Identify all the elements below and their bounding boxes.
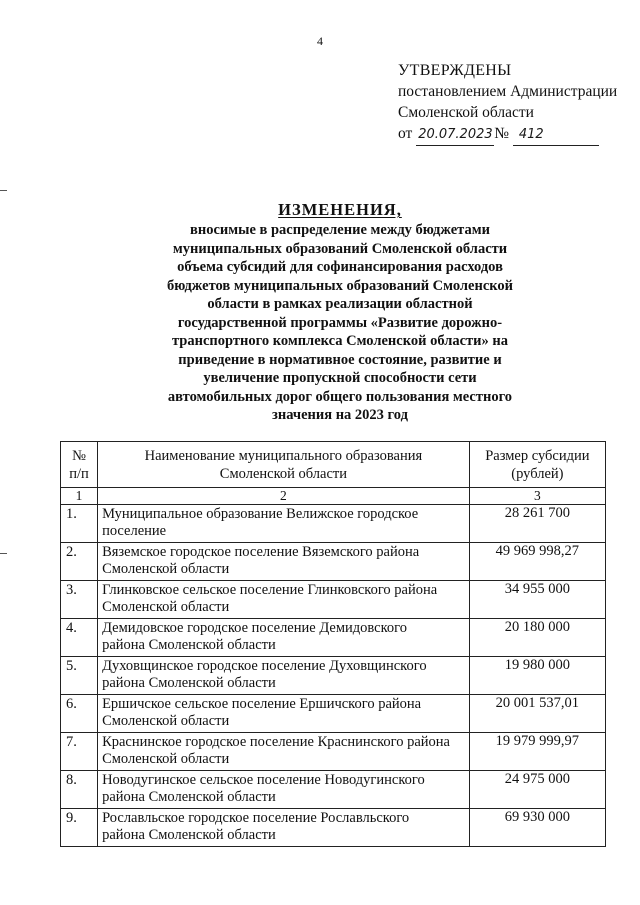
column-index-row	[61, 488, 606, 505]
header-amount-line: Размер субсидии	[485, 448, 590, 464]
number-prefix: №	[494, 125, 509, 142]
heading-subtitle-line: области в рамках реализации областной	[207, 296, 473, 312]
column-index: 3	[469, 488, 605, 505]
table-row	[61, 543, 606, 581]
row-number: 1.	[61, 505, 98, 543]
municipality-name	[98, 695, 470, 733]
municipality-name-line: района Смоленской области	[102, 637, 276, 653]
approval-line: постановлением Администрации	[398, 83, 618, 100]
municipality-name-line: Новодугинское сельское поселение Новодугинского	[102, 772, 425, 788]
subsidy-amount: 49 969 998,27	[469, 543, 605, 581]
heading-subtitle-line: вносимые в распределение между бюджетами	[190, 222, 490, 238]
row-number: 4.	[61, 619, 98, 657]
municipality-name-line: поселение	[102, 523, 167, 539]
heading-title: ИЗМЕНЕНИЯ,	[278, 200, 402, 219]
date-prefix: от	[398, 125, 413, 142]
column-index: 2	[98, 488, 470, 505]
header-amount	[469, 442, 605, 488]
header-num	[61, 442, 98, 488]
header-name-line: Смоленской области	[219, 466, 347, 482]
table-row	[61, 505, 606, 543]
heading-subtitle-line: муниципальных образований Смоленской области	[172, 240, 508, 257]
table-row	[61, 619, 606, 657]
page-number: 4	[317, 34, 323, 48]
margin-mark	[0, 553, 7, 554]
table-row	[61, 695, 606, 733]
municipality-name	[98, 581, 470, 619]
row-number: 8.	[61, 771, 98, 809]
subsidy-amount: 20 180 000	[469, 619, 605, 657]
row-number: 5.	[61, 657, 98, 695]
margin-mark	[0, 190, 7, 191]
municipality-name-line: Муниципальное образование Велижское городское	[102, 506, 419, 522]
municipality-name-line: Демидовское городское поселение Демидовского	[102, 620, 407, 636]
subsidy-amount: 69 930 000	[469, 809, 605, 847]
heading-subtitle	[150, 221, 530, 425]
municipality-name-line: района Смоленской области	[102, 827, 276, 843]
header-num-line: №	[72, 448, 86, 464]
subsidy-amount: 19 979 999,97	[469, 733, 605, 771]
municipality-name	[98, 809, 470, 847]
municipality-name-line: Духовщинское городское поселение Духовщинского	[102, 658, 427, 674]
heading-subtitle-line: государственной программы «Развитие дорожно-	[177, 314, 503, 331]
municipality-name-line: Краснинское городское поселение Краснинского района	[102, 734, 450, 750]
municipality-name-line: Глинковское сельское поселение Глинковского района	[102, 582, 438, 598]
municipality-name-line: Смоленской области	[102, 713, 230, 729]
document-heading	[150, 199, 530, 425]
heading-subtitle-line: увеличение пропускной способности сети	[203, 370, 477, 386]
table-header-row	[61, 442, 606, 488]
approval-date-line	[398, 123, 633, 146]
header-name-line: Наименование муниципального образования	[144, 448, 423, 464]
column-index: 1	[61, 488, 98, 505]
subsidy-amount: 24 975 000	[469, 771, 605, 809]
heading-subtitle-line: транспортного комплекса Смоленской области» на	[171, 333, 508, 349]
subsidy-amount: 19 980 000	[469, 657, 605, 695]
subsidy-amount: 20 001 537,01	[469, 695, 605, 733]
municipality-name	[98, 771, 470, 809]
municipality-name-line: Рославльское городское поселение Рославльского	[102, 810, 410, 826]
municipality-name-line: Смоленской области	[102, 561, 230, 577]
approval-title: УТВЕРЖДЕНЫ	[398, 62, 512, 79]
municipality-name	[98, 733, 470, 771]
heading-subtitle-line: значения на 2023 год	[272, 407, 408, 423]
row-number: 7.	[61, 733, 98, 771]
subsidies-table	[60, 441, 606, 847]
subsidy-amount: 34 955 000	[469, 581, 605, 619]
municipality-name-line: Смоленской области	[102, 751, 230, 767]
table-row	[61, 809, 606, 847]
handwritten-number: 412	[513, 124, 599, 146]
approval-line: Смоленской области	[398, 104, 534, 121]
municipality-name-line: Ершичское сельское поселение Ершичского района	[102, 696, 422, 712]
municipality-name	[98, 505, 470, 543]
handwritten-date: 20.07.2023	[416, 124, 494, 146]
row-number: 6.	[61, 695, 98, 733]
municipality-name-line: Вяземское городское поселение Вяземского района	[102, 544, 420, 560]
table-row	[61, 581, 606, 619]
approval-block	[398, 60, 633, 146]
table-row	[61, 771, 606, 809]
row-number: 3.	[61, 581, 98, 619]
table-row	[61, 657, 606, 695]
municipality-name-line: района Смоленской области	[102, 789, 276, 805]
heading-subtitle-line: автомобильных дорог общего пользования местного	[167, 388, 513, 405]
municipality-name	[98, 657, 470, 695]
subsidy-amount: 28 261 700	[469, 505, 605, 543]
municipality-name	[98, 543, 470, 581]
row-number: 9.	[61, 809, 98, 847]
header-name	[98, 442, 470, 488]
heading-subtitle-line: бюджетов муниципальных образований Смоленской	[166, 277, 514, 294]
header-num-line: п/п	[69, 466, 89, 482]
municipality-name-line: района Смоленской области	[102, 675, 276, 691]
heading-subtitle-line: объема субсидий для софинансирования расходов	[177, 259, 503, 275]
municipality-name	[98, 619, 470, 657]
heading-subtitle-line: приведение в нормативное состояние, развитие и	[178, 351, 502, 368]
table-row	[61, 733, 606, 771]
municipality-name-line: Смоленской области	[102, 599, 230, 615]
header-amount-line: (рублей)	[511, 466, 564, 482]
row-number: 2.	[61, 543, 98, 581]
